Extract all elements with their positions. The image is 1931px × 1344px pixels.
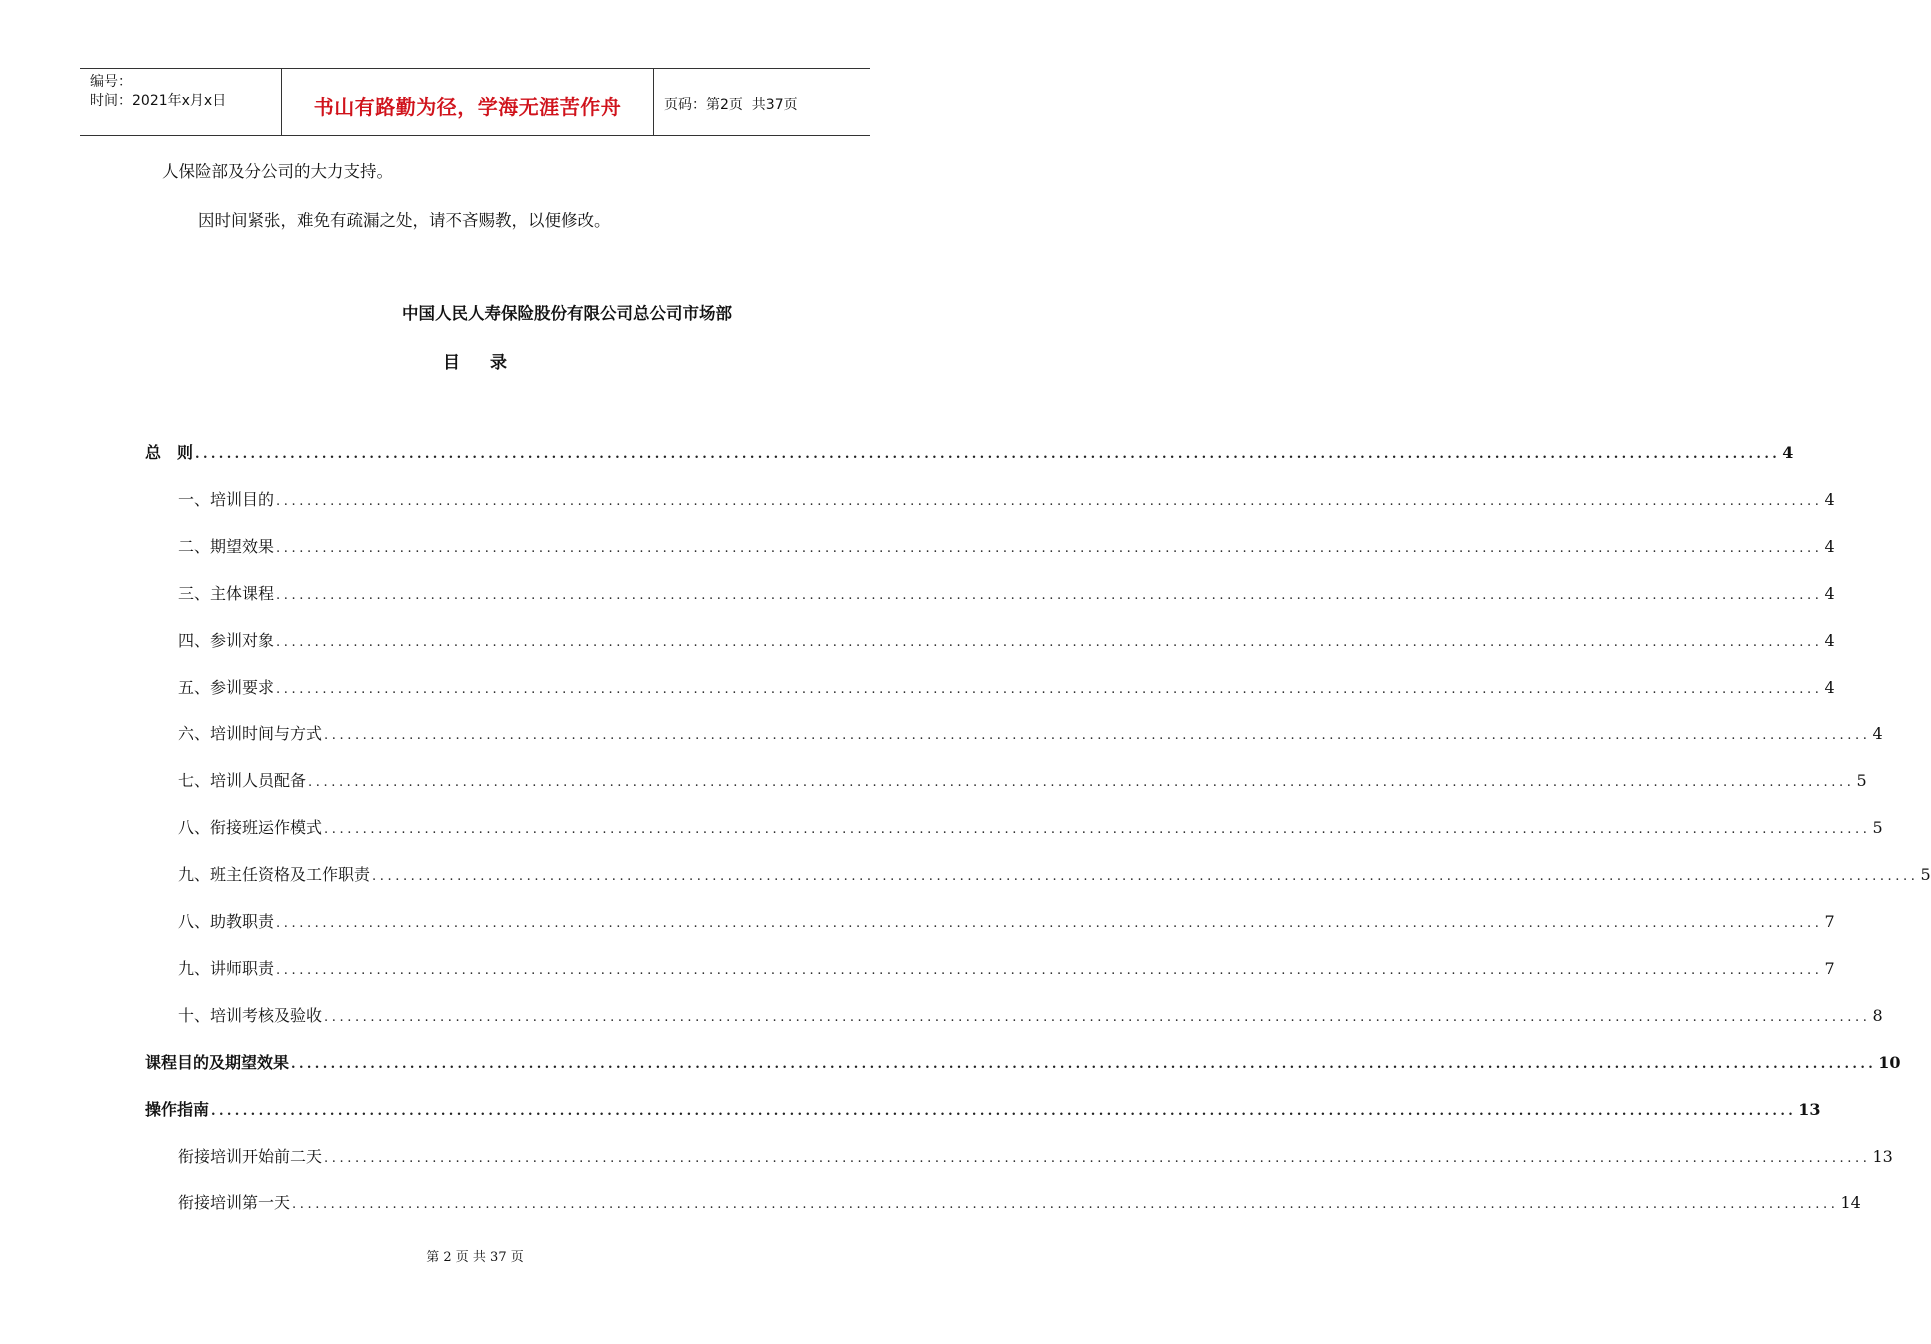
toc-entry[interactable] bbox=[178, 862, 1931, 886]
toc-entry-label: 五、参训要求 bbox=[178, 677, 275, 697]
toc-leader-dots: ........................................................................................................................................................................................................ bbox=[276, 681, 1823, 697]
toc-entry-label: 四、参训对象 bbox=[178, 630, 275, 650]
toc-entry[interactable] bbox=[178, 1190, 1861, 1214]
page-footer: 第 2 页 共 37 页 bbox=[426, 1250, 524, 1265]
toc-leader-dots: ........................................................................................................................................................................................................ bbox=[324, 728, 1871, 744]
toc-entry-label: 课程目的及期望效果 bbox=[145, 1052, 290, 1072]
toc-leader-dots: ........................................................................................................................................................................................................ bbox=[308, 775, 1855, 791]
toc-entry[interactable] bbox=[178, 956, 1835, 980]
toc-entry-label: 九、讲师职责 bbox=[178, 958, 275, 978]
toc-entry-page: 5 bbox=[1920, 865, 1931, 885]
toc-leader-dots: ........................................................................................................................................................................................................ bbox=[276, 634, 1823, 650]
toc-entry-page: 4 bbox=[1782, 443, 1794, 462]
toc-entry[interactable] bbox=[178, 628, 1835, 652]
toc-leader-dots: ........................................................................................................................................................................................................ bbox=[276, 962, 1823, 978]
toc-entry-label: 七、培训人员配备 bbox=[178, 771, 307, 791]
toc-leader-dots: ........................................................................................................................................................................................................ bbox=[276, 493, 1823, 509]
toc-title-char-1: 目 bbox=[443, 353, 460, 373]
toc-entry-page: 5 bbox=[1872, 818, 1883, 838]
toc-entry-page: 4 bbox=[1824, 583, 1835, 603]
toc-entry-label: 六、培训时间与方式 bbox=[178, 724, 323, 744]
page-header bbox=[80, 68, 870, 136]
toc-entry-label: 三、主体课程 bbox=[178, 583, 275, 603]
toc-entry-label: 衔接培训第一天 bbox=[178, 1193, 291, 1213]
toc-entry-label: 操作指南 bbox=[145, 1099, 210, 1119]
toc-entry-page: 14 bbox=[1840, 1193, 1861, 1213]
header-meta-cell bbox=[80, 69, 282, 135]
toc-entry-page: 4 bbox=[1824, 677, 1835, 697]
toc-entry[interactable] bbox=[178, 1144, 1893, 1168]
toc-leader-dots: ........................................................................................................................................................................................................ bbox=[276, 916, 1823, 931]
toc-entry-page: 13 bbox=[1798, 1099, 1821, 1119]
toc-entry[interactable] bbox=[178, 909, 1835, 933]
toc-title bbox=[443, 348, 507, 373]
toc-entry[interactable] bbox=[178, 768, 1867, 792]
toc-entry[interactable] bbox=[178, 675, 1835, 699]
toc-leader-dots: ........................................................................................................................................................................................................ bbox=[276, 587, 1823, 603]
header-page-cell bbox=[654, 69, 870, 135]
toc-entry-page: 4 bbox=[1872, 724, 1883, 744]
toc-entry-label: 八、助教职责 bbox=[178, 912, 275, 931]
toc-entry-page: 5 bbox=[1856, 771, 1867, 791]
toc-entry-page: 4 bbox=[1824, 536, 1835, 556]
toc-entry[interactable] bbox=[145, 440, 1794, 464]
toc-entry-label: 一、培训目的 bbox=[178, 489, 275, 509]
toc-leader-dots: ........................................................................................................................................................................................................ bbox=[292, 1197, 1839, 1213]
toc-entry[interactable] bbox=[178, 534, 1835, 558]
toc-entry-label: 总 则 bbox=[145, 443, 194, 462]
toc-leader-dots: ........................................................................................................................................................................................................ bbox=[291, 1056, 1877, 1072]
toc-entry-label: 衔接培训开始前二天 bbox=[178, 1146, 323, 1166]
toc-entry-label: 八、衔接班运作模式 bbox=[178, 818, 323, 838]
toc-entry[interactable] bbox=[145, 1050, 1901, 1074]
toc-leader-dots: ........................................................................................................................................................................................................ bbox=[276, 540, 1823, 556]
toc-leader-dots: ........................................................................................................................................................................................................ bbox=[324, 1150, 1871, 1166]
header-motto-cell bbox=[282, 69, 654, 135]
toc-entry-page: 13 bbox=[1872, 1146, 1893, 1166]
toc-entry-page: 4 bbox=[1824, 489, 1835, 509]
toc-leader-dots: ........................................................................................................................................................................................................ bbox=[324, 1009, 1871, 1025]
toc-entry-label: 九、班主任资格及工作职责 bbox=[178, 865, 371, 885]
toc-leader-dots: ........................................................................................................................................................................................................ bbox=[195, 447, 1781, 462]
toc-entry[interactable] bbox=[178, 581, 1835, 605]
page-info: 页码：第2页 共37页 bbox=[664, 97, 798, 113]
toc-entry-label: 二、期望效果 bbox=[178, 536, 275, 556]
toc-entry[interactable] bbox=[178, 815, 1883, 839]
motto-text: 书山有路勤为径，学海无涯苦作舟 bbox=[313, 94, 622, 119]
toc-leader-dots: ........................................................................................................................................................................................................ bbox=[324, 822, 1871, 838]
toc-entry-page: 7 bbox=[1824, 958, 1835, 978]
toc-leader-dots: ........................................................................................................................................................................................................ bbox=[372, 869, 1919, 885]
date-label: 时间：2021年x月x日 bbox=[90, 93, 227, 109]
toc-leader-dots: ........................................................................................................................................................................................................ bbox=[211, 1103, 1797, 1119]
toc-entry[interactable] bbox=[178, 487, 1835, 511]
toc-entry-page: 7 bbox=[1824, 912, 1835, 931]
toc-entry-page: 8 bbox=[1872, 1005, 1883, 1025]
body-line-1: 人保险部及分公司的大力支持。 bbox=[162, 162, 393, 181]
toc-title-char-2: 录 bbox=[490, 353, 507, 373]
toc-entry[interactable] bbox=[178, 721, 1883, 745]
body-line-2: 因时间紧张，难免有疏漏之处，请不吝赐教，以便修改。 bbox=[198, 211, 611, 230]
toc-entry-page: 4 bbox=[1824, 630, 1835, 650]
number-label: 编号： bbox=[90, 74, 132, 90]
toc-entry[interactable] bbox=[145, 1097, 1821, 1121]
department-name: 中国人民人寿保险股份有限公司总公司市场部 bbox=[402, 304, 732, 323]
toc-entry[interactable] bbox=[178, 1003, 1883, 1027]
toc-entry-label: 十、培训考核及验收 bbox=[178, 1005, 323, 1025]
toc-entry-page: 10 bbox=[1878, 1052, 1901, 1072]
